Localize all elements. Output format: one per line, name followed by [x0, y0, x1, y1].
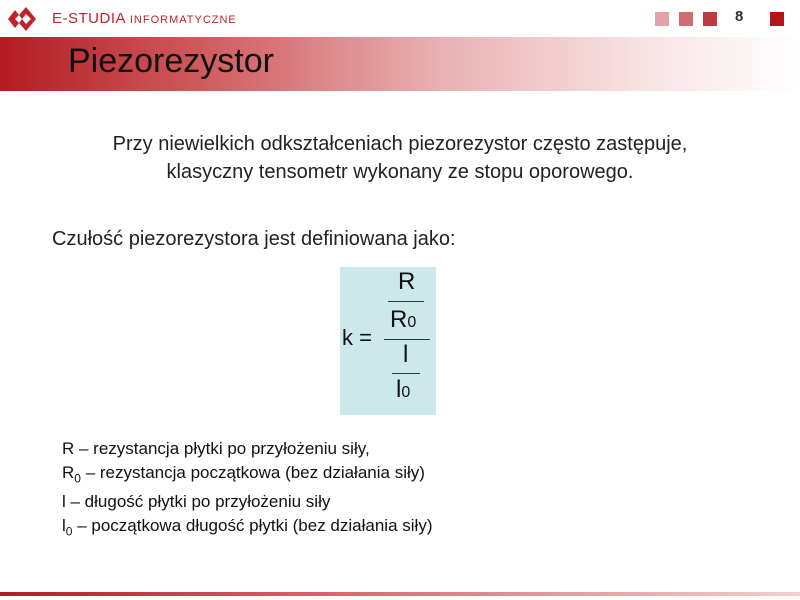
definition-item: $l_0$ – początkowa długość płytki (bez działania siły)	[62, 516, 433, 539]
formula-r0-sub: 0	[407, 314, 417, 331]
page-number: 8	[735, 8, 744, 25]
brand-logo	[52, 10, 237, 27]
formula-box	[340, 267, 436, 415]
intro-line-2: klasyczny tensometr wykonany ze stopu oporowego.	[166, 161, 634, 183]
formula-main-line	[384, 339, 430, 340]
formula-inner-line-top	[388, 301, 424, 302]
formula-l: l	[403, 341, 409, 368]
definition-item: $R_0$ – rezystancja początkowa (bez działania siły)	[62, 463, 425, 486]
formula-inner-line-bottom	[392, 373, 420, 374]
definition-item: R – rezystancja płytki po przyłożeniu siły,	[62, 439, 370, 458]
formula-r: R	[398, 268, 416, 295]
intro-line-1: Przy niewielkich odkształceniach piezorezystor często zastępuje,	[112, 133, 688, 155]
formula-l0	[396, 376, 410, 404]
definitions-list	[62, 437, 432, 544]
formula-r0-base: R	[390, 306, 408, 333]
brand-main: E-STUDIA	[52, 10, 126, 27]
formula-l0-sub: 0	[401, 384, 411, 401]
formula-lhs: k =	[342, 325, 372, 350]
nav-square-1	[655, 12, 669, 26]
page-title: Piezorezystor	[68, 42, 274, 80]
definition-item: l – długość płytki po przyłożeniu siły	[62, 492, 331, 512]
nav-square-4	[770, 12, 784, 26]
logo-icon	[6, 6, 38, 32]
nav-square-2	[679, 12, 693, 26]
formula-r0	[390, 306, 416, 334]
formula-l0-base: l	[396, 376, 402, 403]
footer-bar	[0, 592, 800, 596]
nav-square-3	[703, 12, 717, 26]
brand-sub: INFORMATYCZNE	[129, 14, 237, 26]
intro-text	[40, 130, 760, 186]
sensitivity-text: Czułość piezorezystora jest definiowana jako:	[52, 228, 456, 250]
